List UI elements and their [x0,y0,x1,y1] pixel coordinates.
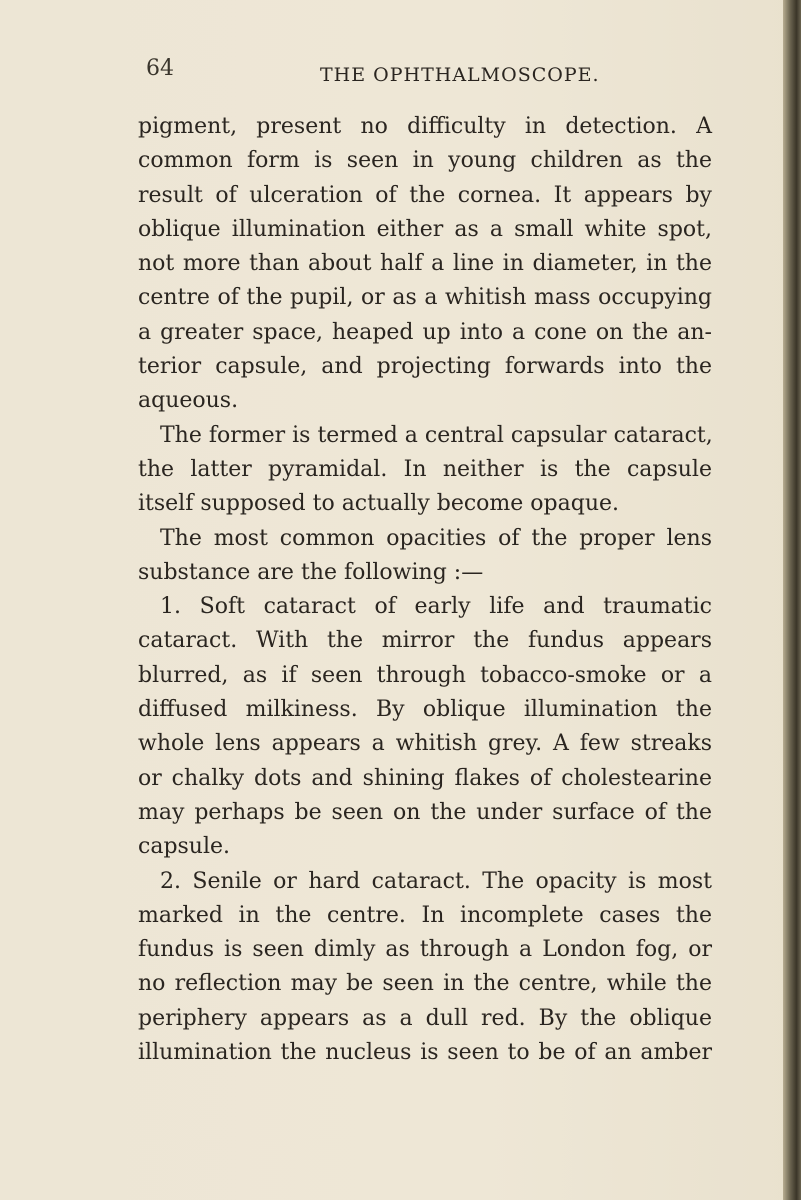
text-line: 1. Soft cataract of early life and traumatic [160,594,712,620]
text-line: or chalky dots and shining flakes of cholestearine [138,765,712,791]
text-line: common form is seen in young children as the [138,148,712,174]
text-line: whole lens appears a whitish grey. A few streaks [138,731,712,757]
page-number: 64 [146,56,174,81]
text-line: substance are the following :— [138,559,484,585]
text-line: the latter pyramidal. In neither is the capsule [138,456,712,482]
text-line: pigment, present no difficulty in detection. A [138,114,712,139]
text-line: capsule. [138,834,231,860]
page-header [0,56,780,100]
running-head: THE OPHTHALMOSCOPE. [320,64,600,86]
text-line: not more than about half a line in diameter, in the [138,251,712,277]
text-line: result of ulceration of the cornea. It appears by [138,182,712,208]
text-line: The former is termed a central capsular cataract, [160,422,713,448]
text-line: centre of the pupil, or as a whitish mass occupying [138,285,712,311]
page-edge [783,0,801,1200]
text-line: aqueous. [138,388,239,414]
text-line: no reflection may be seen in the centre, while the [138,971,712,997]
text-line: terior capsule, and projecting forwards into the [138,354,712,380]
text-line: oblique illumination either as a small white spot, [138,216,712,242]
text-line: illumination the nucleus is seen to be of an amber [138,1040,712,1066]
text-line: blurred, as if seen through tobacco-smoke or a [138,662,712,688]
text-line: a greater space, heaped up into a cone on the an- [138,319,712,345]
text-line: periphery appears as a dull red. By the oblique [138,1005,712,1031]
text-line: marked in the centre. In incomplete cases the [138,902,712,928]
text-line: fundus is seen dimly as through a London fog, or [138,937,712,963]
body-text [138,110,712,1070]
text-line: 2. Senile or hard cataract. The opacity is most [160,868,712,894]
text-line: itself supposed to actually become opaque. [138,491,620,517]
text-line: cataract. With the mirror the fundus appears [138,628,712,654]
text-line: may perhaps be seen on the under surface of the [138,799,712,825]
text-line: The most common opacities of the proper lens [160,525,712,551]
text-line: diffused milkiness. By oblique illumination the [138,697,712,723]
